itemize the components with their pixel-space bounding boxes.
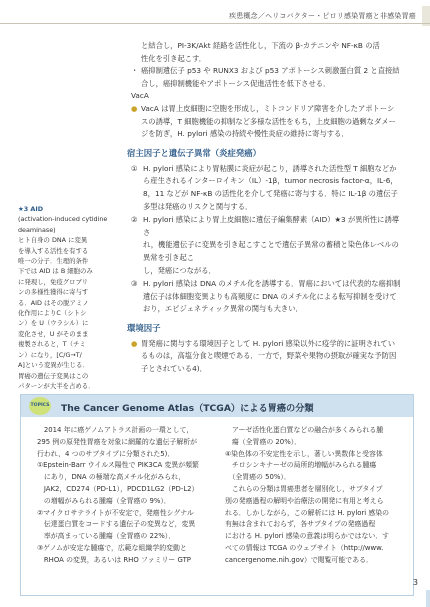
topics-line: cancergenome.nih.gov）で閲覧可能である． [225,555,373,564]
sidenote-line: 変化させ，U がそのまま [18,329,89,338]
topics-line: 行われ，4 つのサブタイプに分類された5)． [37,449,175,458]
intro-bullet-line-2: 合し，癌抑制機能やアポトーシス促進活性を低下させる． [141,78,331,88]
item-line: H. pylori 感染により胃上皮細胞に遺伝子編集酵素（AID）★3 が異所性に誘導さ [143,215,400,237]
sidenote-aid [18,204,122,391]
topics-badge-icon: TOPICS [29,397,51,415]
item-line: おり，エピジェネティック異常の関与も大きい． [143,304,303,314]
sidenote-line: 下では AID は B 細胞のみ [18,267,93,276]
host-factor-item-2 [131,214,403,277]
page-corner-bar [426,590,430,607]
topics-line: 率が高まっている腫瘍（全胃癌の 22%）． [37,532,176,541]
intro-bullet-line-1: 癌抑制遺伝子 p53 や RUNX3 および p53 アポトーシス刺激蛋白質 2 と直接結 [141,66,400,76]
item-number: ② [131,215,138,225]
item-line: 多型は発癌のリスクと関与する． [143,201,253,211]
sidenote-line: (activation-induced cytidine [18,215,108,224]
running-header-title: 疾患概念／ヘリコバクター・ピロリ感染胃癌と非感染胃癌 [229,12,416,20]
sidenote-line: ン）を U（ウラシル）に [18,319,89,328]
sidenote-line: 複製されると，T（チミ [18,340,86,349]
item-line: れ，機能遺伝子に変異を引き起こすことで遺伝子異常の蓄積と染色体レベルの異常を引き起こ [143,240,399,262]
vaca-line-3: ジを防ぎ，H. pylori 感染の持続や慢性炎症の維持に寄与する． [141,129,349,139]
topics-line: 伝達蛋白質をコードする遺伝子の変異など，変異 [37,520,196,529]
environment-line-2: るものは，高塩分食と喫煙である．一方で，野菜や果物の摂取が確実な予防因 [141,351,397,361]
vaca-line-2: スの誘導，T 細胞機能の抑制など多様な活性をもち，上皮細胞の過剰なダメー [141,116,396,126]
topics-left-column [37,425,215,567]
topics-line: べての情報は TCGA のウェブサイト（http://www. [225,543,384,552]
environment-line-1: 胃発癌に関与する環境因子として H. pylori 感染以外に疫学的に証明されてい [141,338,396,348]
header-rule [0,23,430,24]
topics-right-column [225,425,403,567]
topics-line: ①Epstein-Barr ウイルス陽性で PIK3CA 変異が頻繁 [37,461,199,470]
topics-line: の増幅がみられる腫瘍（全胃癌の 9%）． [37,496,171,505]
page-number: 3 [412,578,418,587]
sidenote-line: ンの多様性獲得に寄与す [18,288,89,297]
item-number: ③ [131,279,138,289]
topics-line: 2014 年に癌ゲノムアトラス計画の一環として， [37,426,194,434]
sidenote-line: ン）になり，[C/G→T/ [18,350,82,359]
topics-line: ②マイクロサテライトが不安定で，発癌性シグナル [37,508,194,517]
topics-line: 瘍（全胃癌の 20%）． [225,437,302,446]
item-number: ① [131,163,138,173]
host-factor-item-1 [131,163,403,213]
sidenote-line: る．AID はその脱アミノ [18,298,89,307]
sidenote-line: パターンが大半を占める． [18,381,95,390]
topics-title: The Cancer Genome Atlas（TCGA）による胃癌の分類 [61,403,314,414]
environment-line-3: 子とされている4)． [141,364,207,374]
section-heading-environment: 環境因子 [127,322,161,333]
sidenote-label: ★3 AID [18,205,44,213]
intro-line-2: 性化を引き起こす． [141,53,207,63]
sidenote-line: deaminase) [18,225,56,234]
vaca-line-1: VacA は胃上皮細胞に空胞を形成し，ミトコンドリア障害を介したアポトーシ [141,103,395,113]
item-line: H. pylori 感染により胃粘膜に炎症が起こり，誘導された活性型 T 細胞などか [143,163,397,173]
topics-title-bar [21,395,413,417]
item-line: 遺伝子は体細胞変異よりも高頻度に DNA のメチル化による転写抑制を受けて [143,291,397,301]
bullet-dot-icon: ● [131,103,138,113]
topics-line: RHOA の変異，あるいは RHO ファミリー GTP [37,555,191,564]
topics-box [20,394,414,596]
topics-line: JAK2，CD274（PD-L1），PDCD1LG2（PD-L2） [37,484,199,493]
vaca-bullet [131,103,403,141]
host-factor-item-3 [131,278,403,316]
sidenote-line: に発現し，免疫グロブリ [18,277,89,286]
topics-line: 有無は含まれておらず，各サブタイプの発癌過程 [225,520,376,529]
vaca-heading: VacA [131,91,149,101]
sidenote-line: を導入する活性を有する [18,246,89,255]
topics-line: ③ゲノムが安定な腫瘍で，広範な組織学的変動と [37,543,187,552]
main-text [127,40,403,376]
sidenote-line: 化作用によりC（シトシ [18,309,87,318]
section-heading-host-factors: 宿主因子と遺伝子異常（炎症発癌） [127,147,261,158]
sidenote-line: ヒト自身の DNA に変異 [18,236,88,245]
bullet-mark: ・ [131,66,139,76]
topics-line: れる．しかしながら，この解析には H. pylori 感染の [225,508,390,517]
running-header [0,0,430,26]
item-line: H. pylori 感染は DNA のメチル化を誘導する．胃癌においては代表的な癌抑制 [143,279,401,289]
bullet-dot-icon: ● [131,338,138,348]
topics-line: における H. pylori 感染の意義は明らかではない．す [225,532,390,541]
item-line: 8，11 などが NF-κB の活性化を介して発癌に寄与する．特に IL-1β の遺伝子 [143,188,398,198]
topics-line: 295 例の原発性胃癌を対象に網羅的な遺伝子解析が [37,437,198,446]
topics-line: （全胃癌の 50%）． [225,473,291,482]
topics-line: 別の発癌過程の解明や治療法の開発に有用と考えら [225,496,384,505]
intro-bullet [131,65,403,90]
topics-line: アーゼ活性化蛋白質などの融合が多くみられる腫 [225,426,384,434]
sidenote-line: 唯一の分子．生理的条件 [18,257,89,266]
intro-line-1: と結合し，PI-3K/Akt 経路を活性化し，下流の β-カテニンや NF-κB の活 [141,41,380,50]
topics-line: これらの分類は胃癌患者を層別化し，サブタイプ [225,484,383,493]
topics-line: ④染色体の不安定性を示し，著しい異数体と受容体 [225,449,383,458]
environment-bullet [131,338,403,376]
topics-line: にあり，DNA の極端な高メチル化がみられ， [37,473,186,482]
item-line: ら産生されるインターロイキン（IL）-1β，tumor necrosis factor-α，IL-6， [143,176,398,186]
sidenote-line: 胃癌の遺伝子変異はこの [18,371,89,380]
item-line: し，発癌につながる． [143,265,216,275]
topics-line: チロシンキナーゼの局所的増幅がみられる腫瘍 [225,461,377,470]
sidenote-line: A]という変異が生じる． [18,361,89,370]
